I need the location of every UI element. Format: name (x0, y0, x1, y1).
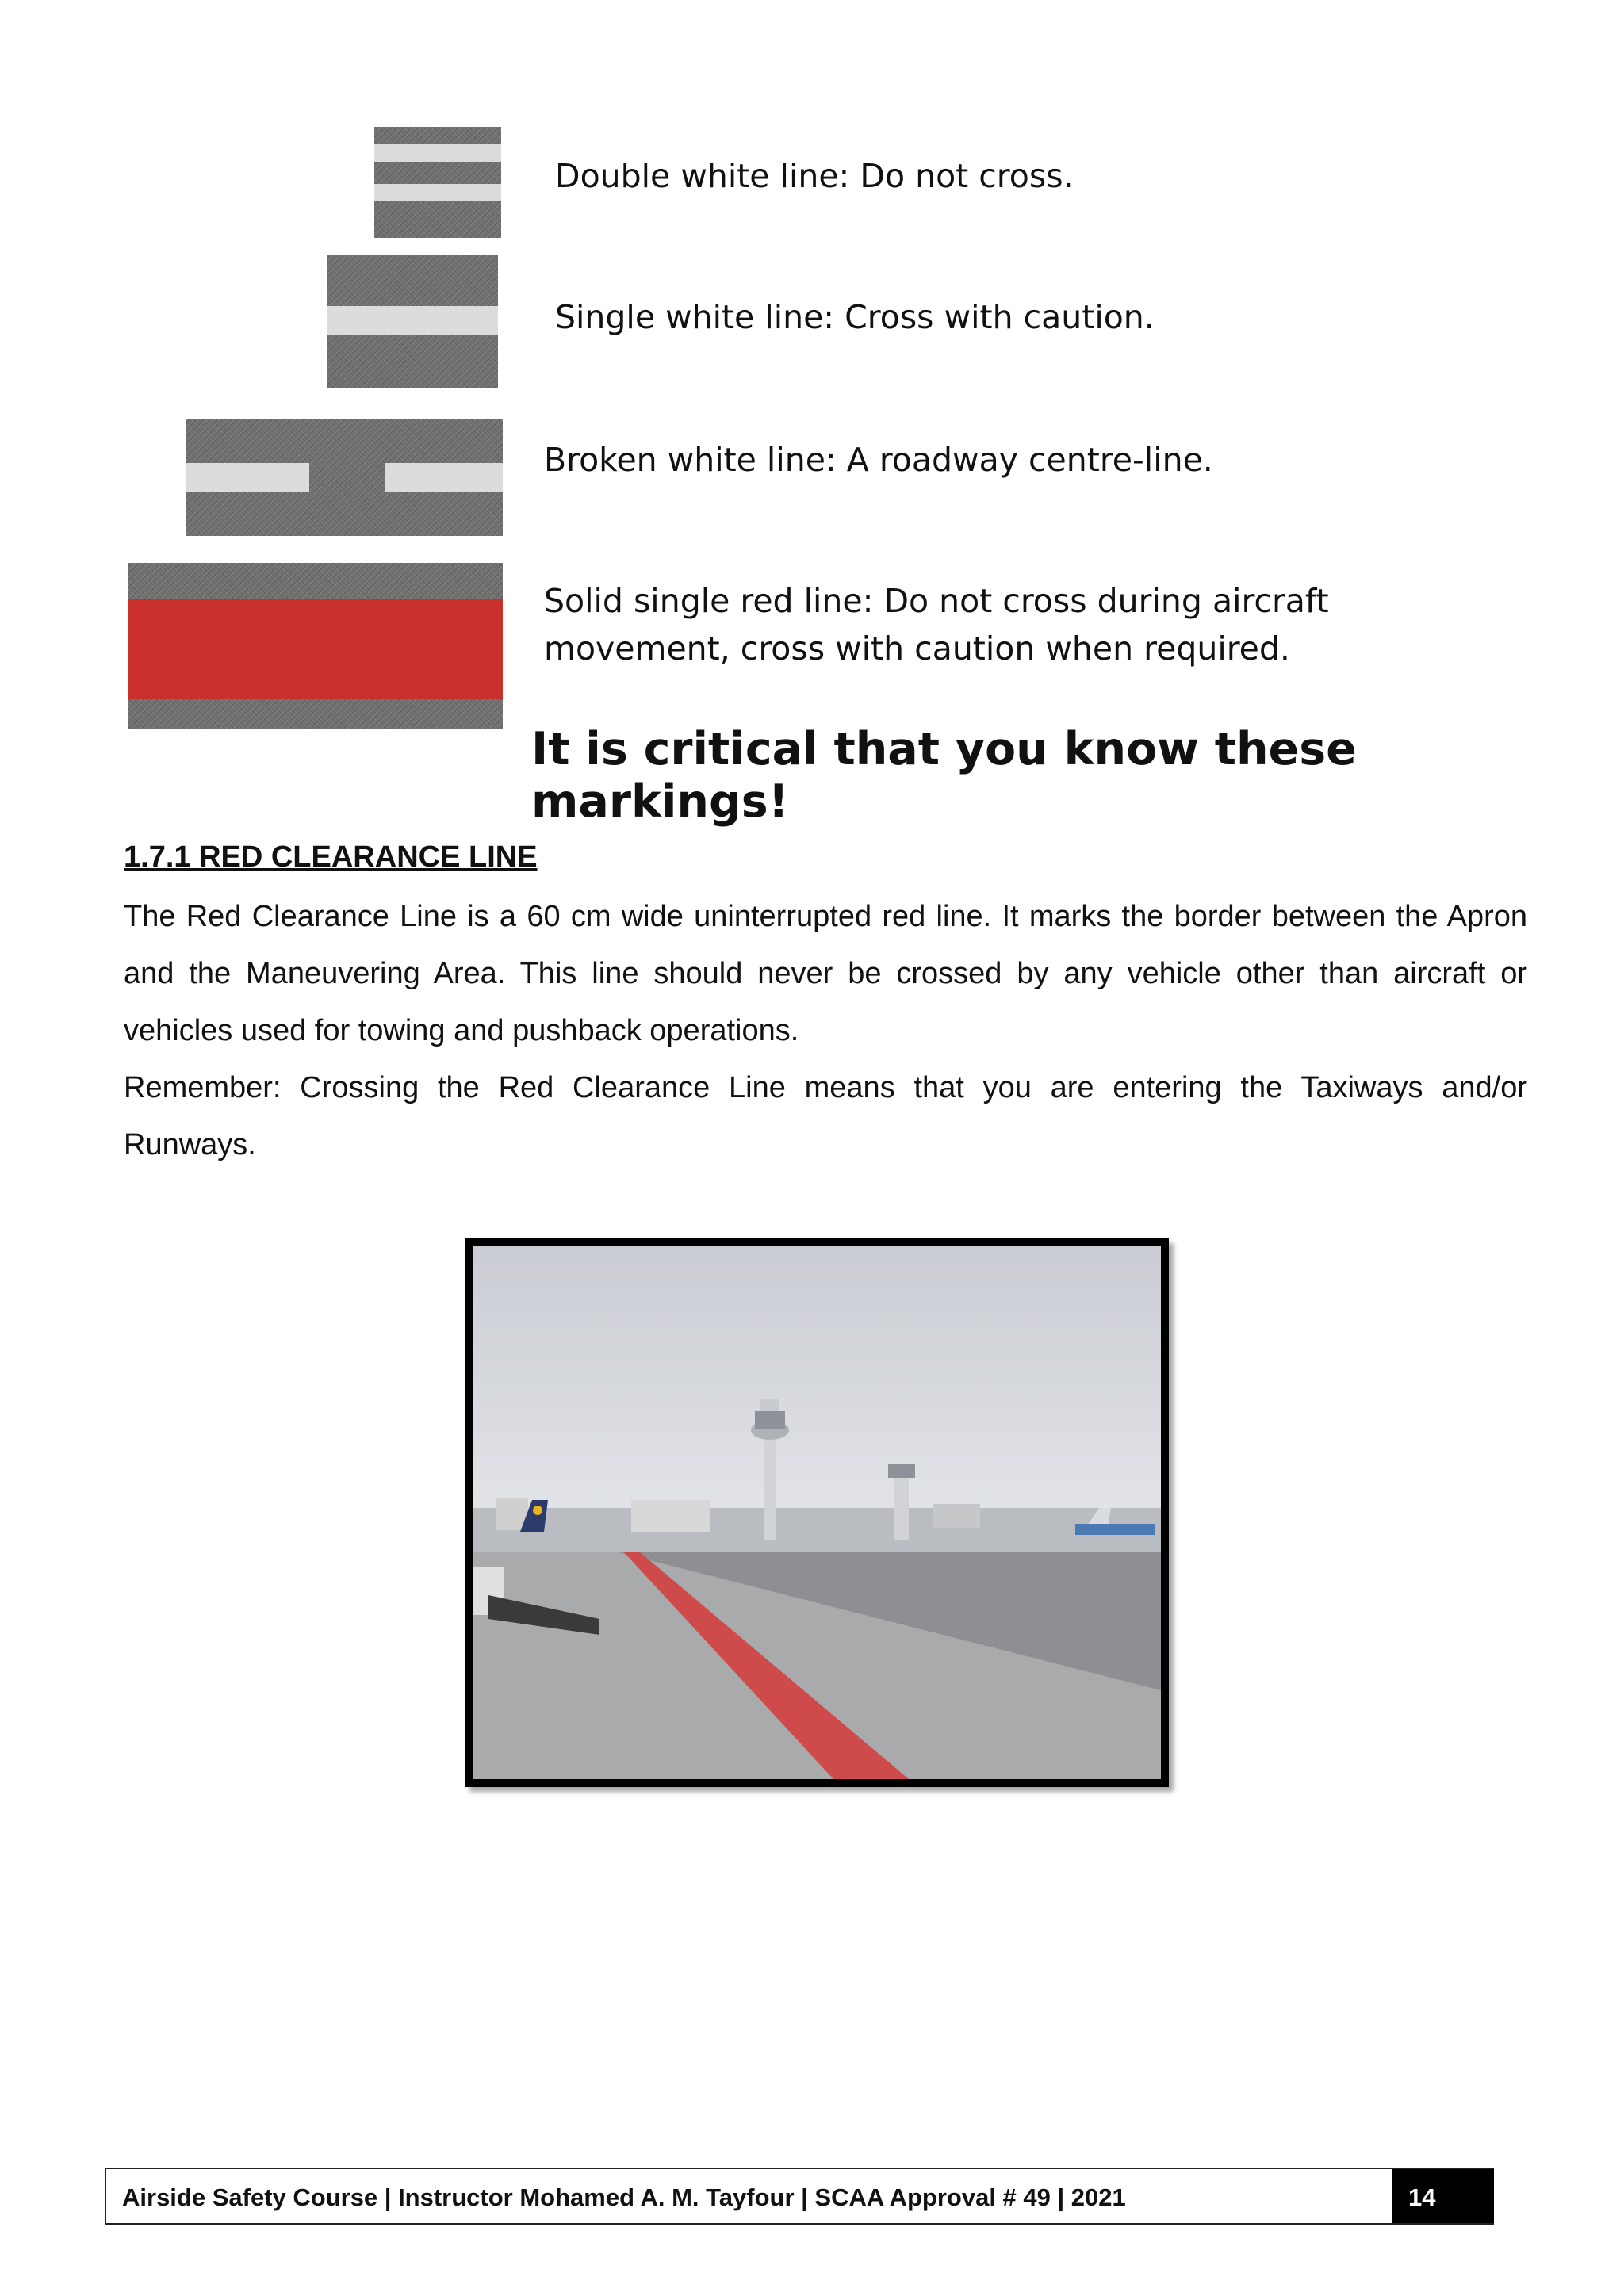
section-paragraph-1: The Red Clearance Line is a 60 cm wide uninterrupted red line. It marks the border between the Apron and the Maneuvering Area. This line should never be crossed by any vehicle other than aircraft or vehicles used for towing and pushback operations. (124, 900, 1527, 1047)
page-number-text: 14 (1408, 2183, 1436, 2211)
footer-text: Airside Safety Course | Instructor Mohamed A. M. Tayfour | SCAA Approval # 49 | 2021 (122, 2183, 1126, 2211)
critical-notice: It is critical that you know these markings! (531, 723, 1357, 828)
apron-photo-image (473, 1246, 1161, 1779)
broken-white-line-swatch (186, 419, 503, 536)
legend-label-solid-red-line2: movement, cross with caution when required. (544, 629, 1290, 668)
section-heading: 1.7.1 RED CLEARANCE LINE (124, 840, 538, 874)
apron-photo (465, 1238, 1169, 1787)
double-white-line-swatch (374, 127, 501, 238)
solid-red-line-swatch (128, 563, 503, 729)
section-paragraph-2: Remember: Crossing the Red Clearance Line means that you are entering the Taxiways and/or Runways. (124, 1071, 1527, 1161)
legend-label-double-white: Double white line: Do not cross. (555, 157, 1074, 195)
single-white-line-swatch (327, 255, 498, 388)
legend-label-single-white: Single white line: Cross with caution. (555, 298, 1155, 336)
legend-label-broken-white: Broken white line: A roadway centre-line. (544, 441, 1213, 479)
page-number (1392, 2169, 1494, 2223)
legend-label-solid-red-line1: Solid single red line: Do not cross during aircraft (544, 582, 1329, 620)
footer (105, 2168, 1494, 2225)
